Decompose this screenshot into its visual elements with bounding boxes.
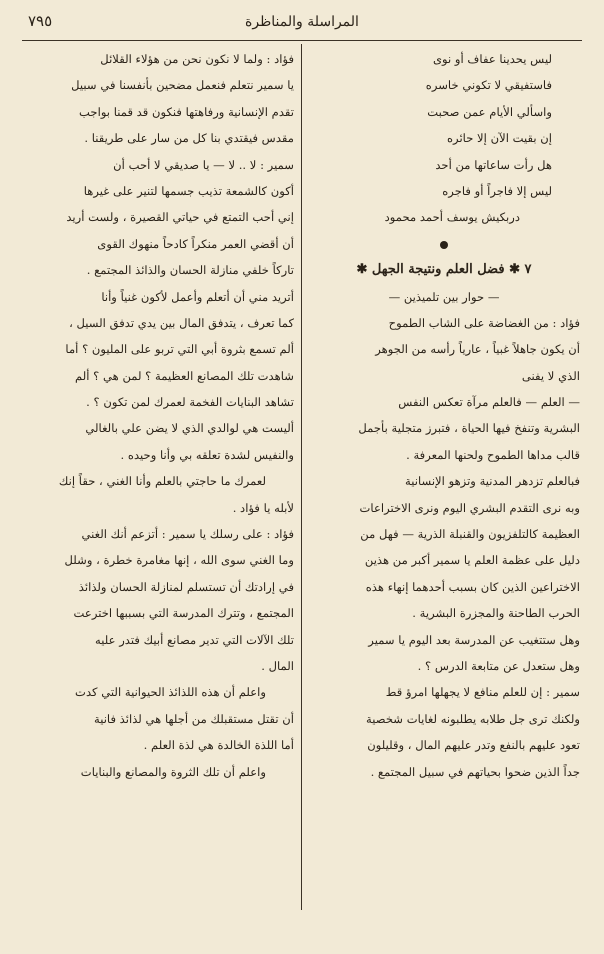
text-line: إني أحب التمتع في حياتي القصيرة ، ولست أريد xyxy=(66,210,294,225)
text-line: الحرب الطاحنة والمجزرة البشرية . xyxy=(412,606,580,621)
text-line: سمير : إن للعلم منافع لا يجهلها امرؤ قط xyxy=(385,685,580,700)
text-line: جداً الذين ضحوا بحياتهم في سبيل المجتمع . xyxy=(370,764,580,779)
text-line: العظيمة كالتلفزيون والقنبلة الذرية — فهل من xyxy=(360,527,580,542)
header-rule xyxy=(22,40,582,41)
text-line: قالب مداها الطموح ولحنها المعرفة . xyxy=(406,447,580,462)
text-line: سمير : لا .. لا — يا صديقي لا أحب أن xyxy=(113,157,294,172)
text-line: أكون كالشمعة تذيب جسمها لتنير على غيرها xyxy=(83,183,294,198)
text-line: أن أقضي العمر منكراً كادحاً منهوك القوى xyxy=(97,236,294,251)
page-number: ٧٩٥ xyxy=(28,12,53,30)
text-line: تقدم الإنسانية ورفاهتها فنكون قد قمنا بواجب xyxy=(79,104,294,119)
right-column xyxy=(308,46,580,914)
text-line: واعلم أن تلك الثروة والمصانع والبنايات xyxy=(80,764,266,779)
poem-line: فاستفيقي لا تكوني خاسره xyxy=(425,78,552,93)
text-line: أن يكون جاهلاً غبياً ، عارياً رأسه من الجوهر xyxy=(375,342,580,357)
poem-line: ليس إلا فاجراً أو فاجره xyxy=(442,183,552,198)
poem-line: إن بقيت الآن إلا حائره xyxy=(446,131,552,146)
text-line: المال . xyxy=(261,658,294,673)
text-line: فؤاد : ولما لا نكون نحن من هؤلاء القلائل xyxy=(100,52,294,66)
text-line: ولكنك ترى جل طلابه يطلبونه لغايات شخصية xyxy=(366,711,580,726)
text-line: وما الغني سوى الله ، إنها مغامرة خطرة ، وشلل xyxy=(64,553,294,568)
text-line: البشرية وتنفخ فيها الحياة ، فتبرز متجلية بأجمل xyxy=(358,421,580,436)
text-line: أتريد مني أن أتعلم وأعمل لأكون غنياً وأنا xyxy=(101,289,294,304)
asterisk-icon: ✱ xyxy=(509,262,520,278)
text-line: تشاهد البنايات الفخمة لعمرك لمن تكون ؟ . xyxy=(86,395,294,410)
text-line: كما تعرف ، يتدفق المال بين يدي تدفق السيل ، xyxy=(69,315,294,330)
text-line: فؤاد : على رسلك يا سمير : أتزعم أنك الغني xyxy=(81,527,294,542)
text-line: تعود عليهم بالنفع وتدر عليهم المال ، وقليلون xyxy=(367,738,580,753)
asterisk-icon: ✱ xyxy=(356,262,368,278)
text-line: تاركاً خلفي منازلة الحسان والذائذ المجتمع . xyxy=(86,263,294,278)
poem-line: واسألي الأيام عمن صحبت xyxy=(427,104,552,119)
section-heading xyxy=(308,257,580,283)
text-line: مقدس فيقتدي بنا كل من سار على طريقنا . xyxy=(84,131,294,146)
text-line: وهل ستتغيب عن المدرسة بعد اليوم يا سمير xyxy=(368,632,580,647)
text-line: فؤاد : من الغضاضة على الشاب الطموح xyxy=(388,315,580,330)
text-line: ألم تسمع بثروة أبي التي تربو على المليون ؟ أما xyxy=(65,342,294,357)
page-header xyxy=(22,8,582,38)
section-subheading: — حوار بين تلميذين — xyxy=(388,289,500,304)
text-line: المجتمع ، وتترك المدرسة التي بسببها اخترعت xyxy=(73,606,294,621)
text-line: واعلم أن هذه اللذائذ الحيوانية التي كدت xyxy=(75,685,266,700)
left-column xyxy=(22,46,294,914)
text-line: الذي لا يفنى xyxy=(521,368,580,383)
text-line: وبه نرى التقدم البشري اليوم ونرى الاختراعات xyxy=(359,500,580,515)
text-line: وهل ستعدل عن متابعة الدرس ؟ . xyxy=(417,658,580,673)
text-line: الاختراعين الذين كان بسبب أحدهما إنهاء هذه xyxy=(365,579,580,594)
dot-icon xyxy=(440,241,448,249)
running-title: المراسلة والمناظرة xyxy=(245,14,359,30)
text-line: شاهدت تلك المصانع العظيمة ؟ لمن هي ؟ ألم xyxy=(74,368,294,383)
text-line: أما اللذة الخالدة هي لذة العلم . xyxy=(143,738,294,753)
text-line: فبالعلم تزدهر المدنية وتزهو الإنسانية xyxy=(405,474,580,489)
text-line: أن تقتل مستقبلك من أجلها هي لذائذ فانية xyxy=(93,711,294,726)
section-number: ٧ xyxy=(524,262,532,278)
column-divider xyxy=(301,44,302,910)
poem-line: هل رأت ساعاتها من أحد xyxy=(435,157,552,172)
text-line: والنفيس لشدة تعلقه بي وأنا وحيده . xyxy=(120,447,294,462)
text-line: دليل على عظمة العلم يا سمير أكبر من هذين xyxy=(364,553,580,568)
text-line: يا سمير نتعلم فنعمل مضحين بأنفسنا في سبيل xyxy=(71,78,294,93)
section-title: فضل العلم ونتيجة الجهل xyxy=(371,262,505,278)
separator-dot xyxy=(308,231,580,257)
text-line: أليست هي لوالدي الذي لا يضن علي بالغالي xyxy=(85,421,294,436)
text-line: في إرادتك أن تستسلم لمنازلة الحسان ولذائذ xyxy=(78,579,294,594)
signature: دربكيش يوسف أحمد محمود xyxy=(384,210,520,225)
text-line: لعمرك ما حاجتي بالعلم وأنا الغني ، حقاً إنك xyxy=(58,474,266,489)
poem-line: ليس يحدينا عفاف أو نوى xyxy=(432,52,552,66)
text-line: تلك الآلات التي تدير مصانع أبيك فتدر عليه xyxy=(95,632,294,647)
text-line: — العلم — فالعلم مرآة تعكس النفس xyxy=(398,395,580,410)
text-line: لأبله يا فؤاد . xyxy=(232,500,294,515)
